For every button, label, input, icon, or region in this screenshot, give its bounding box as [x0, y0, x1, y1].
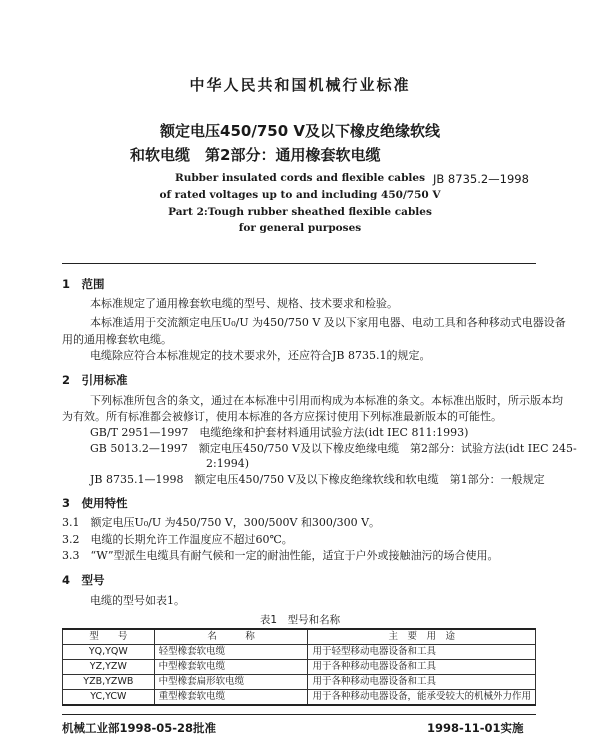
- section-2-para-1b: 为有效。所有标准都会被修订，使用本标准的各方应探讨使用下列标准最新版本的可能性。: [62, 410, 502, 423]
- title-cn-line1: 额定电压450/750 V及以下橡皮绝缘软线: [160, 122, 440, 140]
- title-divider: [62, 263, 536, 264]
- table-row: [63, 645, 536, 660]
- table-1-caption: 表1 型号和名称: [259, 614, 341, 626]
- table-header-row: [63, 629, 536, 645]
- section-1-para-1: 本标准规定了通用橡套软电缆的型号、规格、技术要求和检验。: [90, 297, 398, 310]
- section-4-para-1: 电缆的型号如表1。: [90, 594, 185, 607]
- section-2-para-1a: 下列标准所包含的条文，通过在本标准中引用而构成为本标准的条文。本标准出版时，所示版本均: [90, 394, 563, 407]
- cell-name: 重型橡套软电缆: [154, 690, 308, 706]
- implementation-date: 1998-11-01实施: [427, 721, 524, 735]
- type-name-table: [62, 628, 536, 706]
- title-cn-line2: 和软电缆 第2部分：通用橡套软电缆: [130, 146, 381, 164]
- title-en-line3: Part 2:Tough rubber sheathed flexible cables: [168, 206, 432, 218]
- reference-gbt-2951: GB/T 2951—1997 电缆绝缘和护套材料通用试验方法(idt IEC 811:1993): [90, 426, 469, 439]
- cell-name: 轻型橡套软电缆: [154, 645, 308, 660]
- cell-use: 用于各种移动电器设备和工具: [308, 660, 536, 675]
- title-en-line1: Rubber insulated cords and flexible cables: [174, 172, 426, 184]
- reference-gb-5013-2-cont: 2:1994): [206, 457, 249, 470]
- cell-use: 用于各种移动电器设备，能承受较大的机械外力作用: [308, 690, 536, 706]
- header-type: 型 号: [63, 629, 155, 645]
- section-3-heading: 3 使用特性: [62, 496, 128, 510]
- clause-3-3: 3.3 “W”型派生电缆具有耐气候和一定的耐油性能，适宜于户外或接触油污的场合使用。: [62, 549, 499, 562]
- section-1-para-3: 电缆除应符合本标准规定的技术要求外，还应符合JB 8735.1的规定。: [90, 349, 431, 362]
- cell-use: 用于轻型移动电器设备和工具: [308, 645, 536, 660]
- cell-type: YQ,YQW: [63, 645, 155, 660]
- title-en-line2: of rated voltages up to and including 450/750 V: [159, 189, 441, 201]
- section-1-para-2a: 本标准适用于交流额定电压U₀/U 为450/750 V 及以下家用电器、电动工具和各种移动式电器设备: [90, 316, 566, 329]
- section-1-para-2b: 用的通用橡套软电缆。: [62, 333, 172, 346]
- cell-type: YZB,YZWB: [63, 675, 155, 690]
- standard-number: JB 8735.2—1998: [433, 172, 529, 186]
- section-4-heading: 4 型号: [62, 573, 105, 587]
- reference-jb-8735-1: JB 8735.1—1998 额定电压450/750 V及以下橡皮绝缘软线和软电缆 第1部分：一般规定: [90, 473, 545, 486]
- clause-3-2: 3.2 电缆的长期允许工作温度应不超过60℃。: [62, 533, 293, 546]
- title-en-line4: for general purposes: [238, 222, 362, 234]
- cell-type: YC,YCW: [63, 690, 155, 706]
- cell-name: 中型橡套软电缆: [154, 660, 308, 675]
- standard-category: 中华人民共和国机械行业标准: [189, 76, 411, 94]
- table-row: [63, 675, 536, 690]
- section-1-heading: 1 范围: [62, 277, 105, 291]
- approval-date: 机械工业部1998-05-28批准: [62, 721, 217, 735]
- table-row: [63, 660, 536, 675]
- clause-3-1: 3.1 额定电压U₀/U 为450/750 V，300/500V 和300/300 V。: [62, 516, 381, 529]
- cell-use: 用于各种移动电器设备和工具: [308, 675, 536, 690]
- header-main-use: 主 要 用 途: [308, 629, 536, 645]
- reference-gb-5013-2: GB 5013.2—1997 额定电压450/750 V及以下橡皮绝缘电缆 第2部分：试验方法(idt IEC 245-: [90, 442, 577, 455]
- cell-name: 中型橡套扁形软电缆: [154, 675, 308, 690]
- section-2-heading: 2 引用标准: [62, 373, 128, 387]
- table-row: [63, 690, 536, 706]
- header-name: 名 称: [154, 629, 308, 645]
- cell-type: YZ,YZW: [63, 660, 155, 675]
- footer-divider: [62, 714, 536, 715]
